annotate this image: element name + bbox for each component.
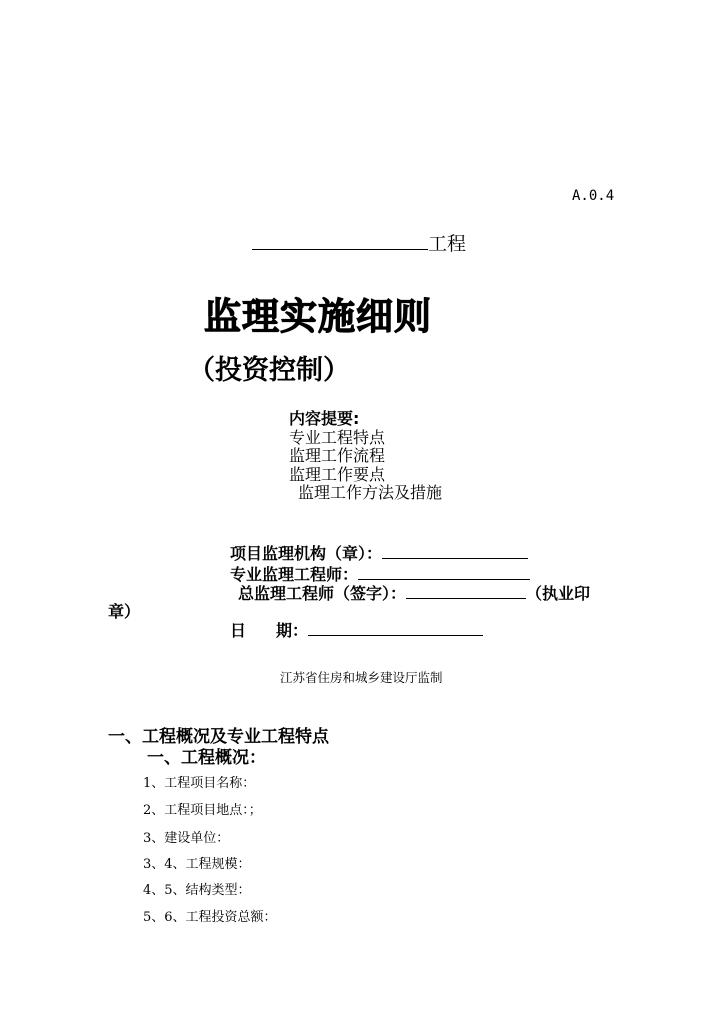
overview-item: 5、6、工程投资总额： bbox=[143, 910, 277, 925]
chief-suffix-wrap: 章） bbox=[108, 602, 141, 621]
overview-item: 1、工程项目名称： bbox=[143, 776, 256, 791]
date-blank bbox=[308, 619, 483, 636]
overview-item: 4、5、结构类型： bbox=[143, 883, 251, 898]
engineer-blank bbox=[358, 563, 530, 580]
chief-blank bbox=[406, 582, 526, 599]
overview-item: 2、工程项目地点：； bbox=[143, 803, 262, 818]
overview-item: 3、建设单位： bbox=[143, 831, 230, 846]
subsection-heading: 一、工程概况： bbox=[147, 748, 266, 768]
project-suffix: 工程 bbox=[428, 233, 467, 255]
summary-item: 专业工程特点 bbox=[289, 427, 386, 447]
overview-item: 3、4、工程规模： bbox=[143, 857, 251, 872]
signature-chief-line bbox=[238, 581, 590, 604]
section-heading: 一、工程概况及专业工程特点 bbox=[108, 727, 329, 747]
document-code: A.0.4 bbox=[572, 188, 615, 204]
document-title: 监理实施细则 bbox=[204, 295, 432, 338]
summary-item: 监理工作流程 bbox=[289, 446, 386, 465]
summary-item: 监理工作要点 bbox=[289, 464, 386, 484]
project-name-blank bbox=[252, 229, 428, 250]
org-blank bbox=[382, 542, 528, 559]
date-label-part1: 日 bbox=[230, 621, 247, 640]
chief-suffix: （执业印 bbox=[526, 584, 591, 603]
signature-date-line bbox=[230, 618, 483, 641]
document-subtitle: （投资控制） bbox=[188, 355, 350, 386]
org-label: 项目监理机构（章）： bbox=[230, 544, 383, 563]
summary-item: 监理工作方法及措施 bbox=[298, 483, 443, 502]
chief-label: 总监理工程师（签字）： bbox=[238, 584, 407, 603]
date-label-part2: 期： bbox=[276, 621, 309, 640]
signature-org-line bbox=[230, 541, 528, 564]
content-summary bbox=[289, 410, 442, 503]
project-name-line bbox=[252, 229, 466, 256]
engineer-label: 专业监理工程师： bbox=[230, 565, 359, 584]
summary-heading: 内容提要: bbox=[289, 409, 360, 428]
issuer-text: 江苏省住房和城乡建设厅监制 bbox=[280, 670, 443, 685]
